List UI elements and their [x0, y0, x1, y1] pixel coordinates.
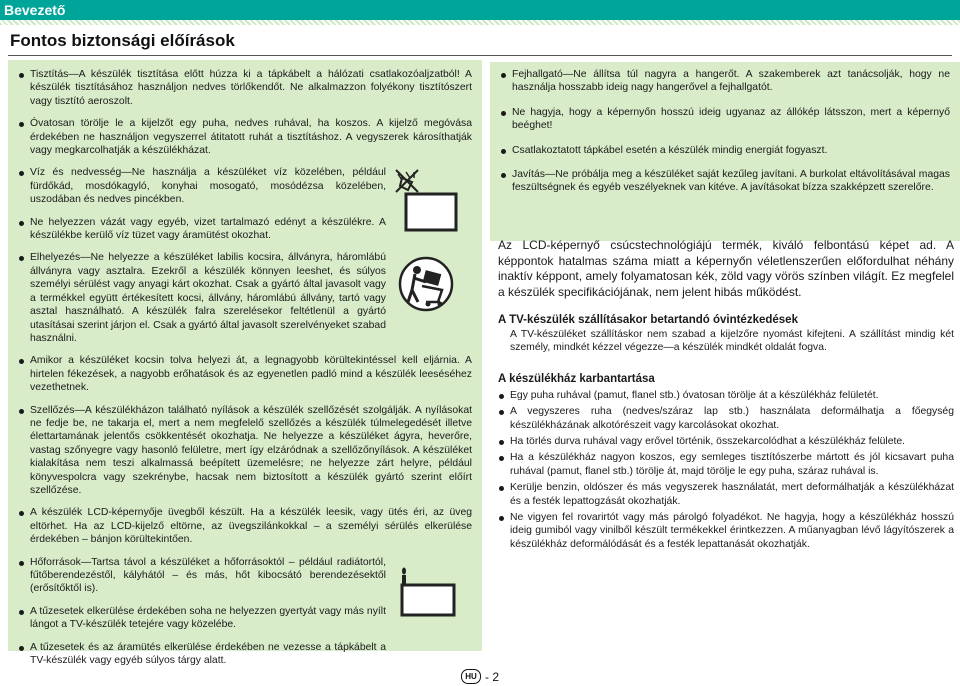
list-item: Amikor a készüléket kocsin tolva helyezi át, a legnagyobb körültekintéssel kell eljárnia. A hirtelen fékezések, a nagyobb erőhatások és az egyenetlen padló mind a készülék leeséséhez vezethetnek.: [18, 354, 472, 394]
language-badge: HU: [461, 669, 481, 684]
transport-text: A TV-készüléket szállításkor nem szabad a kijelzőre nyomást kifejteni. A szállítást mindig két személy, mindkét kézzel végezze—a készülék mindkét oldalát fogva.: [510, 329, 954, 354]
list-item: Fejhallgató—Ne állítsa túl nagyra a hangerőt. A szakemberek azt tanácsolják, hogy ne használja hosszabb ideig nagy hangerővel a fejhallgatót.: [500, 68, 950, 95]
list-item: Hőforrások—Tartsa távol a készüléket a hőforrásoktól – például radiátortól, fűtőberendezéstől, kályhától – és más, hőt kibocsátó berendezésektől (erősítőktől is).: [18, 556, 386, 596]
section-title: Bevezető: [4, 2, 66, 18]
list-item: Ne hagyja, hogy a képernyőn hosszú ideig ugyanaz az állókép látsszon, mert a képernyő beéghet!: [500, 106, 950, 133]
care-heading: A készülékház karbantartása: [498, 372, 655, 385]
list-item: A tűzesetek elkerülése érdekében soha ne helyezzen gyertyát vagy más nyílt lángot a TV-készülék tetejére vagy közelébe.: [18, 605, 386, 632]
list-item: Elhelyezés—Ne helyezze a készüléket labilis kocsira, állványra, háromlábú állványra vagy asztalra. Ezekről a készülék könnyen leeshet, és súlyos személyi sérülést vagy anyagi kárt okozhat. Csak a gyártó által javasolt vagy a termékkel együtt értékesített kocsi, állvány, háromlábú állvány, tartó vagy asztal használható. A készülék falra szerelésekor feltétlenül a gyártó utasításai szerint járjon el. Csak a gyártó által javasolt szerelvényeket szabad használni.: [18, 251, 386, 345]
right-column: [498, 238, 954, 554]
transport-heading: A TV-készülék szállításakor betartandó óvintézkedések: [498, 314, 798, 326]
list-item: Víz és nedvesség—Ne használja a készüléket víz közelében, például fürdőkád, mosdókagyló, konyhai mosogató, mosódézsa közelében, uszodában és nedves pincékben.: [18, 166, 386, 206]
safety-panel-left: [8, 60, 482, 667]
decorative-stripe: [0, 20, 960, 25]
list-item: Ha a készülékház nagyon koszos, egy semleges tisztítószerbe mártott és jól kicsavart puha ruhával (pamut, flanel stb.) törölje át, majd törölje le egy puha, száraz ruhával is.: [498, 451, 954, 478]
list-item: Kerülje benzin, oldószer és más vegyszerek használatát, mert deformálhatják a készülékházat és a festék lepattogzását okozhatják.: [498, 481, 954, 508]
page-footer: [461, 669, 499, 684]
page-number: - 2: [485, 669, 500, 684]
list-item: Egy puha ruhával (pamut, flanel stb.) óvatosan törölje át a készülékház felületét.: [498, 389, 954, 402]
page-title: Fontos biztonsági előírások: [10, 31, 235, 50]
list-item: Ha törlés durva ruhával vagy erővel történik, összekarcolódhat a készülékház felülete.: [498, 435, 954, 448]
safety-panel-right: [490, 62, 960, 241]
list-item: Ne helyezzen vázát vagy egyéb, vizet tartalmazó edényt a készülékre. A készülékbe kerülő víz tüzet vagy áramütést okozhat.: [18, 216, 386, 243]
list-item: Csatlakoztatott tápkábel esetén a készülék mindig energiát fogyaszt.: [500, 144, 950, 157]
cart-tipover-warning-icon: [398, 256, 454, 312]
list-item: Tisztítás—A készülék tisztítása előtt húzza ki a tápkábelt a hálózati csatlakozóaljzatból! A készülék tisztításához használjon nedves törlőkendőt. Ne alkalmazzon folyékony tisztítószert vagy tisztító aeroszolt.: [18, 68, 472, 108]
list-item: A tűzesetek és az áramütés elkerülése érdekében ne vezesse a tápkábelt a TV-készülék vagy egyéb súlyos tárgy alatt.: [18, 641, 386, 668]
lcd-notice: Az LCD-képernyő csúcstechnológiájú termék, kiváló felbontású képet ad. A képpontok hatalmas száma miatt a képernyőn véletlenszerűen előfordulhat néhány inaktív képpont, amely folyamatosan kék, zöld vagy vörös színben világít. Ez megfelel a készülék specifikációjának, nem jelent hibás működést.: [498, 238, 954, 299]
list-item: A készülék LCD-képernyője üvegből készült. Ha a készülék leesik, vagy ütés éri, az üveg eltörhet. Ha az LCD-kijelző eltörne, az üvegszilánkokkal – a személyi sérülés elkerülése érdekében – bánjon körültekintően.: [18, 506, 472, 546]
candle-on-tv-warning-icon: [396, 567, 458, 617]
section-header-bar: [0, 0, 960, 20]
title-divider: [8, 55, 952, 56]
list-item: Óvatosan törölje le a kijelzőt egy puha, nedves ruhával, ha koszos. A kijelző megóvása érdekében ne használjon vegyszerrel átitatott ruhát a tisztításhoz. A vegyszerek károsíthatják vagy megkarcolhatják a készülékházat.: [18, 117, 472, 157]
list-item: Ne vigyen fel rovarirtót vagy más párolgó folyadékot. Ne hagyja, hogy a készülékház hosszú ideig gumiból vagy vinilből készült termékekkel érintkezzen. A műanyagban lévő lágyítószerek a készülékház deformálódását és a festék lepattanását okozhatják.: [498, 511, 954, 551]
tv-vase-warning-icon: [392, 168, 462, 234]
list-item: A vegyszeres ruha (nedves/száraz lap stb.) használata deformálhatja a főegység készülékházának alkotórészeit vagy karcolásokat okozhat.: [498, 405, 954, 432]
list-item: Szellőzés—A készülékházon található nyílások a készülék szellőzését szolgálják. A nyílásokat ne fedje be, ne takarja el, mert a nem megfelelő szellőzés a készülék túlmelegedését illetve élettartamának jelentős csökkentését okozhatja. Ne helyezze a készüléket ágyra, heverőre, vastag szőnyegre vagy hasonló felületre, mert így elzáródnak a szellőzőnyílások. A készüléket kialakítása nem teszi alkalmassá beépített üzemelésre; ne helyezze zárt helyre, például könyvespolcra vagy szekrénybe, hacsak nem biztosított a készülék gyártó szerint előírt szellőzése.: [18, 404, 472, 498]
list-item: Javítás—Ne próbálja meg a készüléket saját kezűleg javítani. A burkolat eltávolításával magas feszültségnek és egyéb veszélyeknek van kitéve. A javításokat bízza szakképzett szerelőre.: [500, 168, 950, 195]
